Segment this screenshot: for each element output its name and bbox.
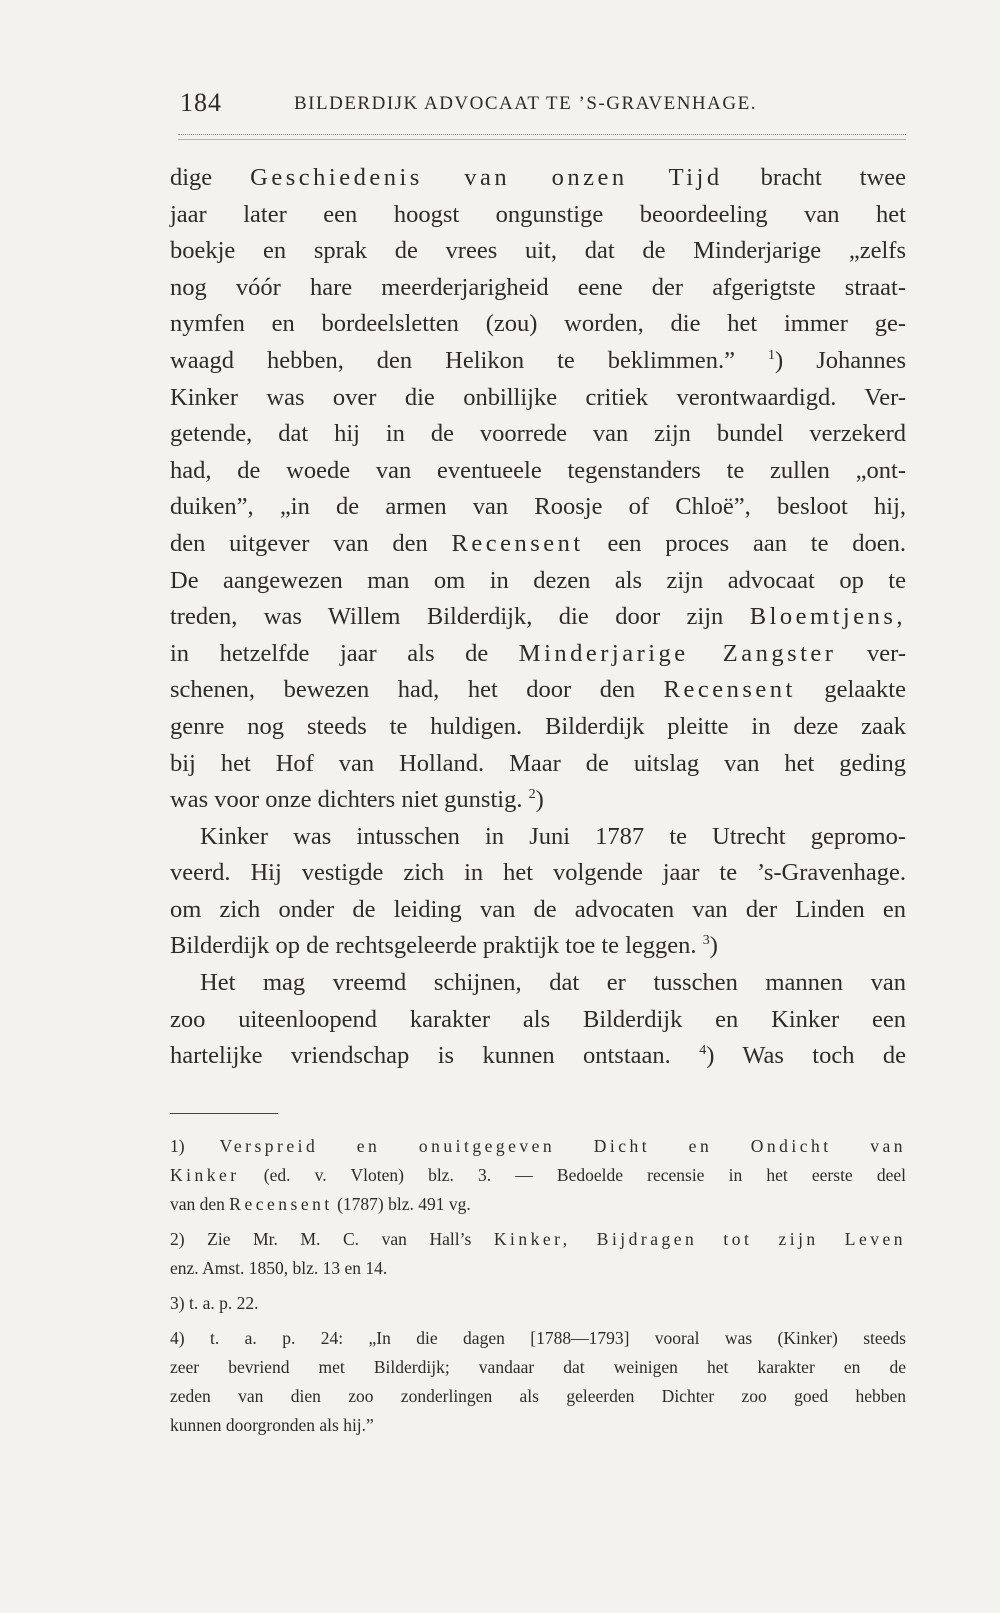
footnote-line: enz. Amst. 1850, blz. 13 en 14. bbox=[170, 1258, 388, 1278]
header-rule bbox=[178, 134, 906, 140]
text-line: jaar later een hoogst ongunstige beoordeeling van het bbox=[170, 200, 906, 228]
text-line: was voor onze dichters niet gunstig. $^2$) bbox=[170, 786, 544, 814]
text-line: nymfen en bordeelsletten (zou) worden, die het immer ge- bbox=[170, 310, 906, 338]
text-line: duiken”, „in de armen van Roosje of Chloë”, besloot hij, bbox=[170, 493, 906, 521]
running-head bbox=[180, 88, 904, 128]
footnotes bbox=[170, 1132, 906, 1440]
text-line: om zich onder de leiding van de advocaten van der Linden en bbox=[170, 895, 906, 923]
footnote-ref: 1 bbox=[768, 347, 776, 363]
page-number: 184 bbox=[180, 88, 222, 117]
text-line: veerd. Hij vestigde zich in het volgende jaar te ’s-Gravenhage. bbox=[170, 859, 906, 887]
text-line: Bilderdijk op de rechtsgeleerde praktijk toe te leggen. $^3$) bbox=[170, 932, 718, 960]
footnote-line: 1) Verspreid en onuitgegeven Dicht en Ondicht van bbox=[170, 1136, 906, 1156]
text-line: zoo uiteenloopend karakter als Bilderdijk en Kinker een bbox=[170, 1005, 906, 1033]
text-line: nog vóór hare meerderjarigheid eene der afgerigtste straat- bbox=[170, 273, 906, 301]
text-line: treden, was Willem Bilderdijk, die door zijn Bloemtjens, bbox=[170, 603, 906, 631]
text-line: schenen, bewezen had, het door den Recensent gelaakte bbox=[170, 676, 906, 704]
footnote-line: kunnen doorgronden als hij.” bbox=[170, 1415, 374, 1435]
text-line: Kinker was over die onbillijke critiek verontwaardigd. Ver- bbox=[170, 383, 906, 411]
footnote-line: 2) Zie Mr. M. C. van Hall’s Kinker, Bijdragen tot zijn Leven bbox=[170, 1229, 906, 1249]
footnote-line: 4) t. a. p. 24: „In die dagen [1788—1793] vooral was (Kinker) steeds bbox=[170, 1328, 906, 1348]
footnote-rule bbox=[170, 1113, 278, 1114]
text-line: genre nog steeds te huldigen. Bilderdijk pleitte in deze zaak bbox=[170, 712, 906, 740]
text-line: getende, dat hij in de voorrede van zijn bundel verzekerd bbox=[170, 420, 906, 448]
text-line: hartelijke vriendschap is kunnen ontstaan. $^4$) Was toch de bbox=[170, 1042, 907, 1070]
text-line: in hetzelfde jaar als de Minderjarige Zangster ver- bbox=[170, 639, 906, 667]
text-line: De aangewezen man om in dezen als zijn advocaat op te bbox=[170, 566, 906, 594]
footnote-ref: 2 bbox=[528, 786, 536, 802]
running-title: BILDERDIJK ADVOCAAT TE ’S-GRAVENHAGE. bbox=[294, 93, 757, 114]
footnote-line: Kinker (ed. v. Vloten) blz. 3. — Bedoelde recensie in het eerste deel bbox=[170, 1165, 906, 1185]
text-line: boekje en sprak de vrees uit, dat de Minderjarige „zelfs bbox=[170, 237, 906, 265]
text-line: bij het Hof van Holland. Maar de uitslag van het geding bbox=[170, 749, 906, 777]
text-line: Kinker was intusschen in Juni 1787 te Utrecht gepromo- bbox=[200, 822, 906, 850]
text-line: den uitgever van den Recensent een proces aan te doen. bbox=[170, 529, 906, 557]
text-line: Het mag vreemd schijnen, dat er tusschen mannen van bbox=[200, 969, 906, 997]
footnote-ref: 4 bbox=[699, 1043, 707, 1059]
footnote-line: zeden van dien zoo zonderlingen als geleerden Dichter zoo goed hebben bbox=[170, 1386, 906, 1406]
footnote-line: 3) t. a. p. 22. bbox=[170, 1293, 259, 1313]
footnote-line: van den Recensent (1787) blz. 491 vg. bbox=[170, 1194, 471, 1214]
footnote-ref: 3 bbox=[702, 933, 710, 949]
text-line: had, de woede van eventueele tegenstanders te zullen „ont- bbox=[170, 456, 906, 484]
text-line: waagd hebben, den Helikon te beklimmen.” $^1$) Johannes bbox=[170, 346, 907, 374]
footnote-line: zeer bevriend met Bilderdijk; vandaar dat weinigen het karakter en de bbox=[170, 1357, 906, 1377]
text-line: dige Geschiedenis van onzen Tijd bracht twee bbox=[170, 164, 906, 191]
body-text bbox=[170, 160, 906, 1075]
